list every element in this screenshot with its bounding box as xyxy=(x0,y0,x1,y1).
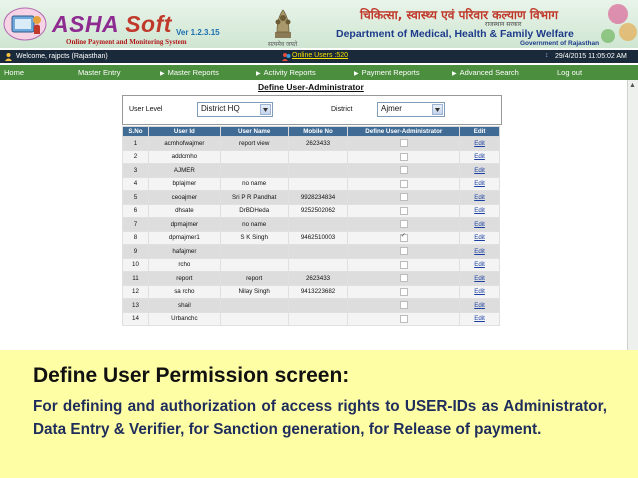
cell-define-admin xyxy=(348,164,460,178)
table-row xyxy=(123,218,500,232)
col-user-name: User Name xyxy=(220,127,288,137)
cell-user-id: report xyxy=(148,272,220,286)
cell-user-id: acmhofwajmer xyxy=(148,137,220,151)
cell-user-id: hafajmer xyxy=(148,245,220,259)
table-row xyxy=(123,204,500,218)
table-row xyxy=(123,191,500,205)
online-users-icon xyxy=(282,52,291,61)
nav-master-reports-label: Master Reports xyxy=(167,68,219,77)
table-row xyxy=(123,312,500,326)
user-level-value: District HQ xyxy=(201,104,240,113)
cell-edit xyxy=(460,258,500,272)
cell-sno: 12 xyxy=(123,285,149,299)
edit-link[interactable]: Edit xyxy=(474,153,485,161)
define-admin-checkbox[interactable] xyxy=(400,180,408,188)
table-row xyxy=(123,245,500,259)
app-name xyxy=(52,11,172,38)
cell-edit xyxy=(460,312,500,326)
district-select[interactable] xyxy=(377,102,445,117)
cell-define-admin xyxy=(348,218,460,232)
filter-panel xyxy=(122,95,502,125)
cell-user-id: Urbanchc xyxy=(148,312,220,326)
page-title: Define User-Administrator xyxy=(258,82,364,92)
cell-define-admin xyxy=(348,231,460,245)
cell-user-name: S K Singh xyxy=(220,231,288,245)
version-label: Ver 1.2.3.15 xyxy=(176,28,220,37)
cell-mobile: 9252502062 xyxy=(288,204,348,218)
edit-link[interactable]: Edit xyxy=(474,301,485,309)
cell-user-name xyxy=(220,245,288,259)
cell-sno: 5 xyxy=(123,191,149,205)
cell-mobile xyxy=(288,299,348,313)
table-row xyxy=(123,231,500,245)
nav-master-entry-label: Master Entry xyxy=(78,68,121,77)
caption-body: For defining and authorization of access rights to USER-IDs as Administrator, Data Entry & Verifier, for Sanction generation, for Release of payment. xyxy=(33,398,607,438)
cell-define-admin xyxy=(348,150,460,164)
define-admin-checkbox[interactable] xyxy=(400,288,408,296)
edit-link[interactable]: Edit xyxy=(474,261,485,269)
cell-define-admin xyxy=(348,258,460,272)
table-row xyxy=(123,150,500,164)
cell-user-id: ceoajmer xyxy=(148,191,220,205)
table-row xyxy=(123,272,500,286)
cell-sno: 11 xyxy=(123,272,149,286)
nav-arrow-icon: ▶ xyxy=(256,71,261,77)
user-level-select[interactable] xyxy=(197,102,273,117)
edit-link[interactable]: Edit xyxy=(474,193,485,201)
cell-mobile xyxy=(288,164,348,178)
col-sno: S.No xyxy=(123,127,149,137)
col-user-id: User Id xyxy=(148,127,220,137)
user-level-label: User Level xyxy=(129,106,163,113)
edit-link[interactable]: Edit xyxy=(474,247,485,255)
cell-sno: 9 xyxy=(123,245,149,259)
cell-user-id: sa rcho xyxy=(148,285,220,299)
table-row xyxy=(123,164,500,178)
emblem-caption: सत्यमेव जयते xyxy=(268,42,298,48)
cell-define-admin xyxy=(348,299,460,313)
cell-define-admin xyxy=(348,285,460,299)
col-mobile: Mobile No xyxy=(288,127,348,137)
cell-mobile: 2623433 xyxy=(288,137,348,151)
cell-sno: 14 xyxy=(123,312,149,326)
app-name-second: Soft xyxy=(118,11,172,37)
caption-panel xyxy=(0,350,638,478)
nav-master-reports[interactable] xyxy=(160,68,219,77)
define-admin-checkbox[interactable] xyxy=(400,234,408,242)
clock-icon: ↕ xyxy=(545,52,549,59)
edit-link[interactable]: Edit xyxy=(474,315,485,323)
cell-edit xyxy=(460,150,500,164)
main-nav xyxy=(0,65,638,80)
cell-edit xyxy=(460,164,500,178)
edit-link[interactable]: Edit xyxy=(474,234,485,242)
cell-edit xyxy=(460,285,500,299)
cell-user-name xyxy=(220,164,288,178)
welcome-text: Welcome, rajpcts (Rajasthan) xyxy=(16,53,108,60)
define-admin-checkbox[interactable] xyxy=(400,207,408,215)
cell-define-admin xyxy=(348,245,460,259)
cell-define-admin xyxy=(348,177,460,191)
cell-mobile xyxy=(288,245,348,259)
edit-link[interactable]: Edit xyxy=(474,220,485,228)
nav-arrow-icon: ▶ xyxy=(452,71,457,77)
cell-mobile xyxy=(288,177,348,191)
table-row xyxy=(123,299,500,313)
cell-user-name xyxy=(220,258,288,272)
cell-user-name xyxy=(220,312,288,326)
cell-edit xyxy=(460,191,500,205)
col-edit: Edit xyxy=(460,127,500,137)
cell-mobile xyxy=(288,218,348,232)
edit-link[interactable]: Edit xyxy=(474,166,485,174)
nav-payment-reports-label: Payment Reports xyxy=(361,68,420,77)
cell-sno: 10 xyxy=(123,258,149,272)
nav-activity-reports[interactable] xyxy=(256,68,316,77)
col-define-admin: Define User-Administrator xyxy=(348,127,460,137)
cell-user-name: report xyxy=(220,272,288,286)
define-admin-checkbox[interactable] xyxy=(400,274,408,282)
cell-user-id: rcho xyxy=(148,258,220,272)
cell-user-name: no name xyxy=(220,177,288,191)
define-admin-checkbox[interactable] xyxy=(400,153,408,161)
vertical-scrollbar[interactable] xyxy=(627,80,638,350)
cell-define-admin xyxy=(348,137,460,151)
cell-user-name: DrBDHeda xyxy=(220,204,288,218)
cell-edit xyxy=(460,231,500,245)
edit-link[interactable]: Edit xyxy=(474,207,485,215)
datetime-text: 29/4/2015 11:05:02 AM xyxy=(555,53,627,60)
cell-mobile xyxy=(288,150,348,164)
cell-user-id: dpmajmer xyxy=(148,218,220,232)
cell-user-id: bplajmer xyxy=(148,177,220,191)
cell-sno: 8 xyxy=(123,231,149,245)
cell-mobile: 2623433 xyxy=(288,272,348,286)
asha-logo-icon xyxy=(3,6,47,42)
cell-user-id: shail xyxy=(148,299,220,313)
app-name-first: ASHA xyxy=(52,11,119,37)
online-users-link[interactable]: Online Users :520 xyxy=(292,52,349,59)
cell-mobile xyxy=(288,312,348,326)
chevron-down-icon[interactable] xyxy=(260,104,271,115)
district-label: District xyxy=(331,106,353,113)
define-admin-checkbox[interactable] xyxy=(400,261,408,269)
caption-title: Define User Permission screen: xyxy=(33,364,350,387)
department-name: Department of Medical, Health & Family Welfare xyxy=(336,28,574,40)
app-header xyxy=(0,0,638,48)
cell-user-name xyxy=(220,299,288,313)
cell-sno: 7 xyxy=(123,218,149,232)
cell-sno: 13 xyxy=(123,299,149,313)
nav-payment-reports[interactable] xyxy=(354,68,420,77)
table-row xyxy=(123,285,500,299)
cell-define-admin xyxy=(348,191,460,205)
nav-advanced-search[interactable] xyxy=(452,68,519,77)
table-row xyxy=(123,258,500,272)
nav-master-entry[interactable] xyxy=(78,68,121,77)
nav-activity-reports-label: Activity Reports xyxy=(263,68,316,77)
cell-user-name: Nilay Singh xyxy=(220,285,288,299)
table-row xyxy=(123,177,500,191)
app-tagline: Online Payment and Monitoring System xyxy=(66,38,187,46)
define-admin-checkbox[interactable] xyxy=(400,193,408,201)
cell-edit xyxy=(460,177,500,191)
cell-edit xyxy=(460,245,500,259)
cell-user-name: no name xyxy=(220,218,288,232)
cell-edit xyxy=(460,218,500,232)
cell-define-admin xyxy=(348,312,460,326)
cell-mobile xyxy=(288,258,348,272)
table-row xyxy=(123,137,500,151)
cell-user-id: AJMER xyxy=(148,164,220,178)
scroll-up-icon[interactable]: ▲ xyxy=(629,82,636,89)
table-body xyxy=(123,137,500,326)
department-title-hindi: चिकित्सा, स्वास्थ्य एवं परिवार कल्याण विभाग xyxy=(360,8,558,22)
national-emblem-icon xyxy=(270,4,296,44)
cell-user-name xyxy=(220,150,288,164)
edit-link[interactable]: Edit xyxy=(474,180,485,188)
cell-edit xyxy=(460,272,500,286)
district-value: Ajmer xyxy=(381,104,402,113)
status-bar xyxy=(0,50,638,63)
cell-edit xyxy=(460,204,500,218)
edit-link[interactable]: Edit xyxy=(474,274,485,282)
chevron-down-icon[interactable] xyxy=(432,104,443,115)
table-header-row xyxy=(123,127,500,137)
cell-edit xyxy=(460,137,500,151)
cell-sno: 3 xyxy=(123,164,149,178)
cell-sno: 6 xyxy=(123,204,149,218)
nav-logout[interactable] xyxy=(557,68,582,77)
cell-sno: 2 xyxy=(123,150,149,164)
nav-home[interactable] xyxy=(4,68,24,77)
cell-mobile: 9462510003 xyxy=(288,231,348,245)
nav-logout-label: Log out xyxy=(557,68,583,77)
cell-define-admin xyxy=(348,204,460,218)
define-admin-checkbox[interactable] xyxy=(400,301,408,309)
cell-user-id: dpmajmer1 xyxy=(148,231,220,245)
cell-define-admin xyxy=(348,272,460,286)
define-admin-checkbox[interactable] xyxy=(400,220,408,228)
government-subtitle-hindi: राजस्थान सरकार xyxy=(485,21,522,28)
nav-arrow-icon: ▶ xyxy=(354,71,359,77)
nav-arrow-icon: ▶ xyxy=(160,71,165,77)
cell-user-name: report view xyxy=(220,137,288,151)
cell-user-name: Sri P R Pandhat xyxy=(220,191,288,205)
cell-mobile: 9413223682 xyxy=(288,285,348,299)
cell-user-id: addcmho xyxy=(148,150,220,164)
user-admin-table xyxy=(122,126,500,326)
user-icon xyxy=(4,52,13,61)
cell-sno: 1 xyxy=(123,137,149,151)
nav-advanced-search-label: Advanced Search xyxy=(459,68,519,77)
define-admin-checkbox[interactable] xyxy=(400,166,408,174)
edit-link[interactable]: Edit xyxy=(474,139,485,147)
cell-edit xyxy=(460,299,500,313)
define-admin-checkbox[interactable] xyxy=(400,139,408,147)
cell-sno: 4 xyxy=(123,177,149,191)
cell-user-id: dhsate xyxy=(148,204,220,218)
decorative-pattern-icon xyxy=(598,0,638,48)
nav-home-label: Home xyxy=(4,68,25,77)
cell-mobile: 9928234834 xyxy=(288,191,348,205)
define-admin-checkbox[interactable] xyxy=(400,315,408,323)
government-name: Government of Rajasthan xyxy=(520,40,600,47)
define-admin-checkbox[interactable] xyxy=(400,247,408,255)
edit-link[interactable]: Edit xyxy=(474,288,485,296)
